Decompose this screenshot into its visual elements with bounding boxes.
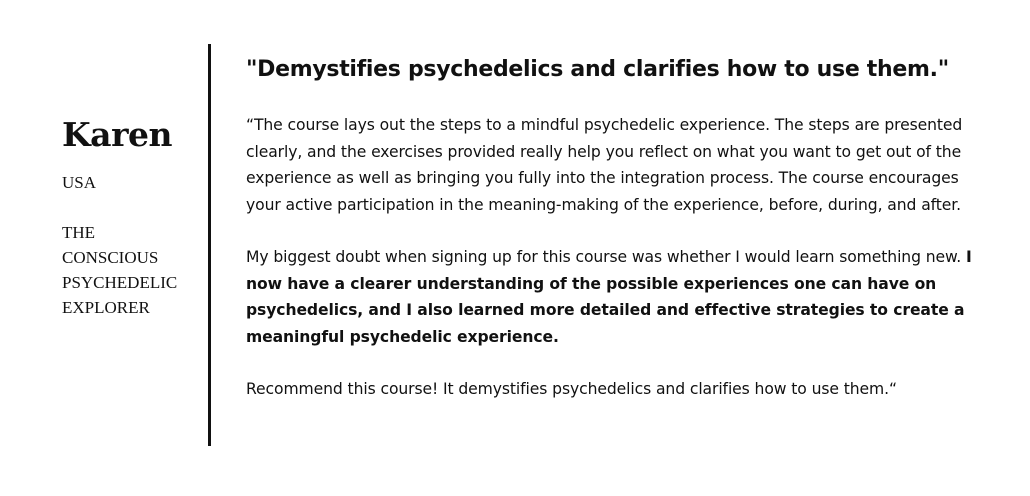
reviewer-program [62,220,202,320]
testimonial-paragraph-2 [246,244,998,350]
testimonial-paragraph-3: Recommend this course! It demystifies psychedelics and clarifies how to use them.“ [246,380,897,398]
program-line: PSYCHEDELIC [62,273,178,292]
reviewer-country: USA [62,173,97,192]
program-line: EXPLORER [62,298,150,317]
testimonial [246,52,998,403]
reviewer-info [62,112,202,320]
reviewer-name: Karen [62,115,172,154]
program-line: THE [62,223,96,242]
program-line: CONSCIOUS [62,248,159,267]
testimonial-headline: "Demystifies psychedelics and clarifies how to use them." [246,57,949,82]
paragraph-2-bold: I now have a clearer understanding of the possible experiences one can have on psychedelics, and I also learned more detailed and effective strategies to create a meaningful psychedelic experience. [246,248,972,346]
paragraph-2-regular: My biggest doubt when signing up for this course was whether I would learn something new. [246,248,962,266]
testimonial-paragraph-1: “The course lays out the steps to a mindful psychedelic experience. The steps are presented clearly, and the exercises provided really help you reflect on what you want to get out of the experience as well as bringing you fully into the integration process. The course encourages your active participation in the meaning-making of the experience, before, during, and after. [246,116,963,214]
vertical-divider [208,44,211,446]
